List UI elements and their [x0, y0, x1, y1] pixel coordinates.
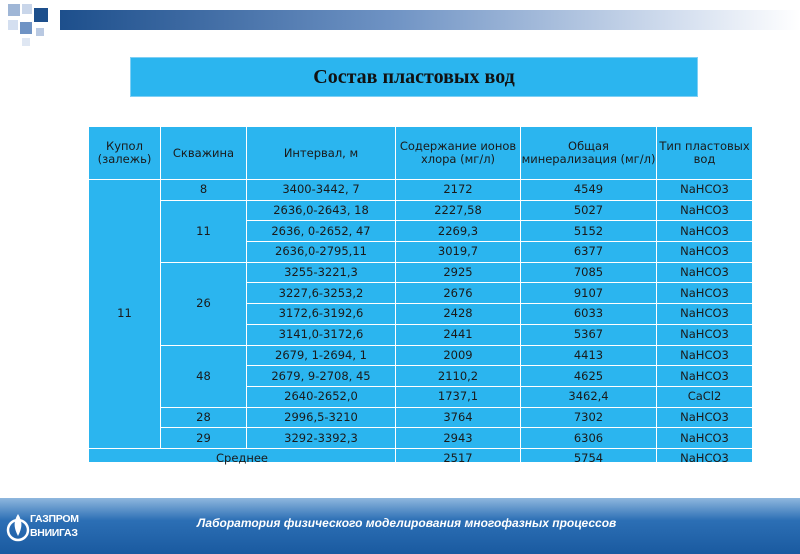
mineralization-cell: 5152: [521, 221, 657, 242]
chlorine-cell: 3019,7: [396, 242, 521, 263]
title-box: [130, 57, 698, 97]
header-row: [89, 127, 753, 180]
gazprom-logo: [6, 504, 79, 548]
interval-cell: 2679, 1-2694, 1: [247, 345, 396, 366]
water-type-cell: NaHCO3: [657, 407, 753, 428]
water-type-cell: CaCl2: [657, 386, 753, 407]
water-type-cell: NaHCO3: [657, 345, 753, 366]
interval-cell: 2636,0-2795,11: [247, 242, 396, 263]
interval-cell: 3400-3442, 7: [247, 180, 396, 201]
average-type: NaHCO3: [657, 448, 753, 469]
table-row: [89, 407, 753, 428]
header-chlorine: Содержание ионов хлора (мг/л): [396, 127, 521, 180]
interval-cell: 3227,6-3253,2: [247, 283, 396, 304]
mineralization-cell: 9107: [521, 283, 657, 304]
well-cell: 26: [161, 262, 247, 345]
water-type-cell: NaHCO3: [657, 366, 753, 387]
water-type-cell: NaHCO3: [657, 221, 753, 242]
mineralization-cell: 6377: [521, 242, 657, 263]
dome-cell: 11: [89, 180, 161, 449]
header-water-type: Тип пластовых вод: [657, 127, 753, 180]
well-cell: 11: [161, 200, 247, 262]
mineralization-cell: 4549: [521, 180, 657, 201]
well-cell: 28: [161, 407, 247, 428]
page-title: Состав пластовых вод: [313, 65, 515, 88]
chlorine-cell: 2943: [396, 428, 521, 449]
average-row: [89, 448, 753, 469]
corner-decoration: [0, 0, 60, 50]
mineralization-cell: 6306: [521, 428, 657, 449]
header-dome: Купол (залежь): [89, 127, 161, 180]
table-row: [89, 428, 753, 449]
logo-line-1: ГАЗПРОМ: [30, 513, 79, 525]
water-type-cell: NaHCO3: [657, 324, 753, 345]
mineralization-cell: 4413: [521, 345, 657, 366]
mineralization-cell: 7302: [521, 407, 657, 428]
table-row: [89, 200, 753, 221]
chlorine-cell: 1737,1: [396, 386, 521, 407]
mineralization-cell: 6033: [521, 304, 657, 325]
interval-cell: 2640-2652,0: [247, 386, 396, 407]
water-composition-table: [88, 126, 752, 466]
mineralization-cell: 7085: [521, 262, 657, 283]
mineralization-cell: 5027: [521, 200, 657, 221]
well-cell: 29: [161, 428, 247, 449]
table-row: [89, 345, 753, 366]
well-cell: 8: [161, 180, 247, 201]
interval-cell: 3172,6-3192,6: [247, 304, 396, 325]
interval-cell: 2636, 0-2652, 47: [247, 221, 396, 242]
header-mineralization: Общая минерализация (мг/л): [521, 127, 657, 180]
flame-icon: [6, 506, 30, 546]
mineralization-cell: 5367: [521, 324, 657, 345]
chlorine-cell: 2676: [396, 283, 521, 304]
data-table: [88, 126, 753, 470]
chlorine-cell: 2110,2: [396, 366, 521, 387]
well-cell: 48: [161, 345, 247, 407]
water-type-cell: NaHCO3: [657, 283, 753, 304]
chlorine-cell: 2227,58: [396, 200, 521, 221]
water-type-cell: NaHCO3: [657, 262, 753, 283]
interval-cell: 2996,5-3210: [247, 407, 396, 428]
water-type-cell: NaHCO3: [657, 180, 753, 201]
interval-cell: 3292-3392,3: [247, 428, 396, 449]
table-row: [89, 180, 753, 201]
chlorine-cell: 2428: [396, 304, 521, 325]
footer: [0, 498, 800, 554]
interval-cell: 3255-3221,3: [247, 262, 396, 283]
mineralization-cell: 3462,4: [521, 386, 657, 407]
water-type-cell: NaHCO3: [657, 428, 753, 449]
water-type-cell: NaHCO3: [657, 304, 753, 325]
header-well: Скважина: [161, 127, 247, 180]
header-interval: Интервал, м: [247, 127, 396, 180]
chlorine-cell: 3764: [396, 407, 521, 428]
logo-line-2: ВНИИГАЗ: [30, 527, 78, 539]
average-label: Среднее: [89, 448, 396, 469]
interval-cell: 3141,0-3172,6: [247, 324, 396, 345]
mineralization-cell: 4625: [521, 366, 657, 387]
water-type-cell: NaHCO3: [657, 200, 753, 221]
footer-text: Лаборатория физического моделирования многофазных процессов: [197, 516, 617, 530]
average-mineralization: 5754: [521, 448, 657, 469]
chlorine-cell: 2441: [396, 324, 521, 345]
interval-cell: 2636,0-2643, 18: [247, 200, 396, 221]
average-chlorine: 2517: [396, 448, 521, 469]
table-row: [89, 262, 753, 283]
chlorine-cell: 2925: [396, 262, 521, 283]
chlorine-cell: 2172: [396, 180, 521, 201]
interval-cell: 2679, 9-2708, 45: [247, 366, 396, 387]
water-type-cell: NaHCO3: [657, 242, 753, 263]
chlorine-cell: 2009: [396, 345, 521, 366]
chlorine-cell: 2269,3: [396, 221, 521, 242]
header-strip: [60, 10, 800, 30]
